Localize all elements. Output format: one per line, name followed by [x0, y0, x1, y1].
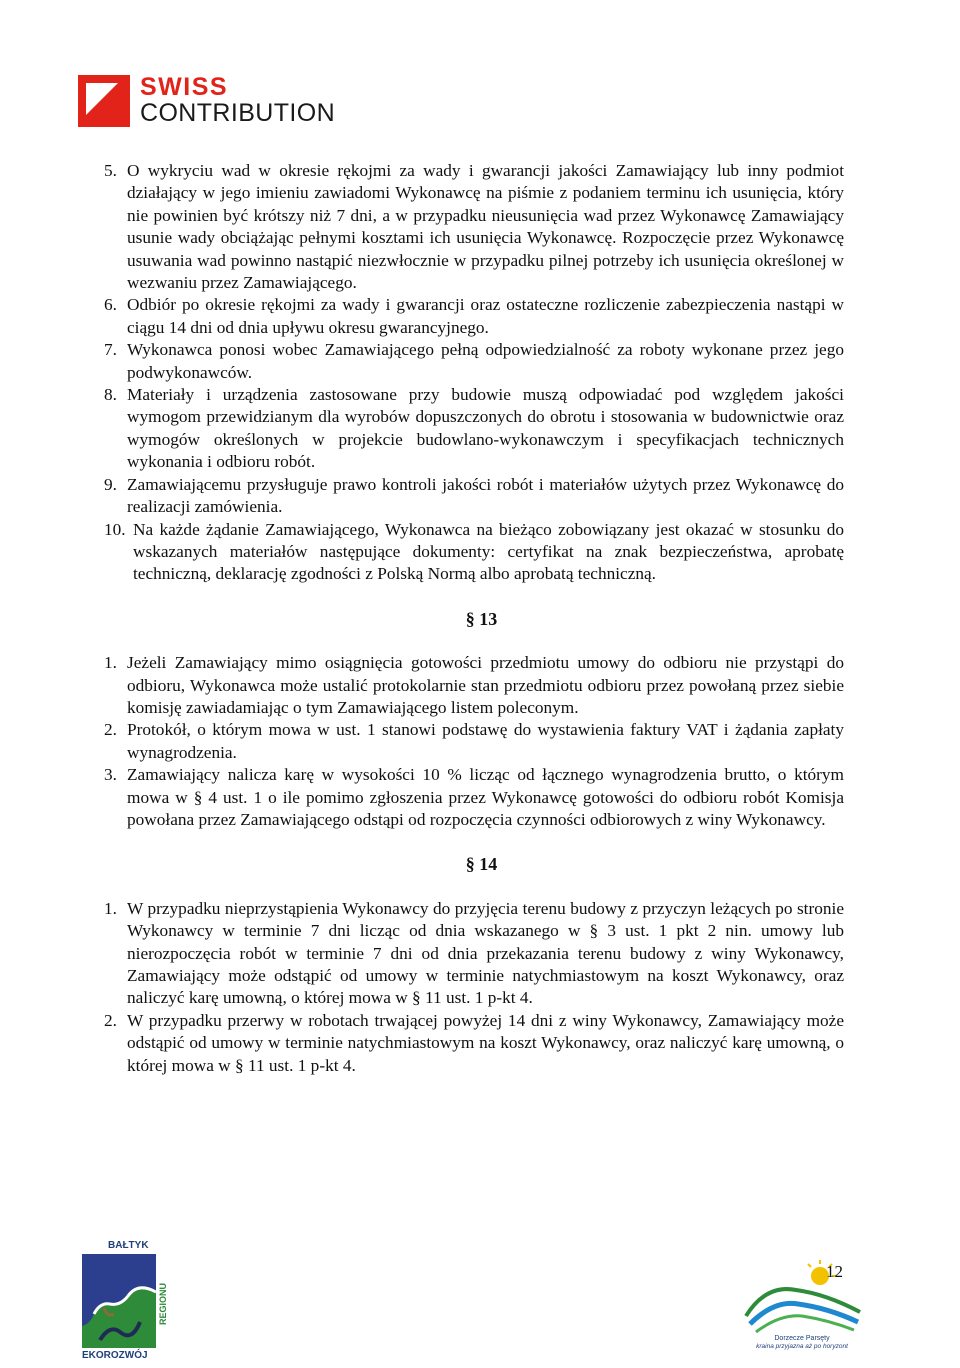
item-text: Odbiór po okresie rękojmi za wady i gwarancji oraz ostateczne rozliczenie zabezpieczenia nastąpi w ciągu 14 dni od dnia upływu okresu gwarancyjnego. [127, 295, 844, 337]
section-14-heading: § 14 [465, 854, 498, 875]
right-logo-line-1: Dorzecze Parsęty [774, 1335, 830, 1342]
item-text: Zamawiający nalicza karę w wysokości 10 % licząc od łącznego wynagrodzenia brutto, o którym mowa w § 4 ust. 1 o ile pomimo zgłoszenia przez Wykonawcę gotowości do odbioru robót Komisja powołana przez Zamawiającego odstąpi od rozpoczęcia czynności odbiorowych z winy Wykonawcy. [127, 765, 844, 829]
items-continued [104, 160, 844, 586]
item-text: W przypadku przerwy w robotach trwającej powyżej 14 dni z winy Wykonawcy, Zamawiający może odstąpić od umowy w terminie natychmiastowym na koszt Wykonawcy, oraz naliczyć karę umowną, o której mowa w § 11 ust. 1 p-kt 4. [127, 1010, 844, 1075]
item-text: Protokół, o którym mowa w ust. 1 stanowi podstawę do wystawienia faktury VAT i żądania zapłaty wynagrodzenia. [127, 720, 844, 762]
list-item [104, 652, 844, 719]
item-text: Jeżeli Zamawiający mimo osiągnięcia gotowości przedmiotu umowy do odbioru nie przystąpi do odbioru, Wykonawca może ustalić protokolarnie stan przedmiotu odbioru przez powołaną przez siebie komisję zawiadamiając o tym Zamawiającego listem poleconym. [127, 653, 844, 717]
item-number: 8. [104, 385, 117, 405]
item-number: 6. [104, 295, 117, 315]
swiss-logo-mark-icon [78, 75, 130, 127]
section-14-list [104, 898, 844, 1077]
parseta-basin-icon [736, 1254, 868, 1352]
page-number: 12 [826, 1262, 843, 1281]
list-item [104, 384, 844, 474]
item-text: O wykryciu wad w okresie rękojmi za wady i gwarancji jakości Zamawiający lub inny podmiot działający w jego imieniu zawiadomi Wykonawcę na piśmie z podaniem terminu ich usunięcia, który nie powinien być krótszy niż 7 dni, a w przypadku nieusunięcia wad przez Wykonawcę Zamawiający usunie wady obciążając pełnymi kosztami ich usunięcia Wykonawcę. Rozpoczęcie przez Wykonawcę usuwania wad powinno nastąpić niezwłocznie w przypadku pilnej potrzeby ich usunięcia określonej w wezwaniu przez Zamawiającego. [127, 161, 844, 293]
item-text: Zamawiającemu przysługuje prawo kontroli jakości robót i materiałów użytych przez Wykonawcę do realizacji zamówienia. [127, 474, 844, 517]
section-13-heading: § 13 [465, 608, 498, 629]
list-item [104, 898, 844, 1010]
baltyk-ekorozwoj-logo [80, 1240, 174, 1362]
item-number: 10. [104, 519, 126, 539]
item-text: W przypadku nieprzystąpienia Wykonawcy do przyjęcia terenu budowy z przyczyn leżących po stronie Wykonawcy w terminie 7 dni licząc od dnia wskazanego w § 3 ust. 1 pkt 2 nin. umowy lub nierozpoczęcia robót w terminie 7 dni od dnia przekazania terenu budowy z winy Wykonawcy, Zamawiający może odstąpić od umowy w terminie natychmiastowym na koszt Wykonawcy, oraz naliczyć karę umowną, o której mowa w § 11 ust. 1 p-kt 4. [127, 898, 844, 1008]
logo-line-2: CONTRIBUTION [140, 99, 336, 127]
logo-line-1: SWISS [140, 73, 229, 101]
list-item [104, 1010, 844, 1077]
list-item [104, 160, 844, 294]
logo-bottom-label: EKOROZWÓJ [82, 1350, 148, 1361]
item-text: Materiały i urządzenia zastosowane przy budowie muszą odpowiadać pod względem jakości wymogom przewidzianym dla wyrobów dopuszczonych do obrotu i stosowania w budownictwie oraz wymogów określonych w projekcie budowlano-wykonawczym i specyfikacjach technicznych wykonania i odbioru robót. [127, 385, 844, 472]
section-13-list [104, 652, 844, 831]
item-text: Na każde żądanie Zamawiającego, Wykonawca na bieżąco zobowiązany jest okazać w stosunku do wskazanych materiałów następujące dokumenty: certyfikat na znak bezpieczeństwa, aprobatę techniczną, deklarację zgodności z Polską Normą albo aprobatą techniczną. [133, 519, 844, 584]
document-body [104, 160, 844, 1077]
item-number: 1. [104, 653, 117, 673]
item-number: 7. [104, 340, 117, 360]
dorzecze-parsety-logo [736, 1254, 868, 1352]
list-item [104, 294, 844, 339]
list-item [104, 519, 844, 586]
list-item [104, 474, 844, 519]
logo-side-label: REGIONU [158, 1283, 168, 1326]
right-logo-line-2: kraina przyjazna aż po horyzont [756, 1343, 848, 1350]
list-item [104, 339, 844, 384]
item-number: 9. [104, 474, 117, 494]
item-number: 5. [104, 161, 117, 180]
list-item [104, 764, 844, 831]
item-number: 2. [104, 720, 117, 740]
logo-top-label: BAŁTYK [108, 1240, 149, 1251]
coastline-icon [80, 1252, 158, 1350]
item-number: 3. [104, 765, 117, 785]
item-number: 1. [104, 898, 117, 918]
item-number: 2. [104, 1010, 117, 1030]
item-text: Wykonawca ponosi wobec Zamawiającego pełną odpowiedzialność za roboty wykonane przez jego podwykonawców. [127, 340, 844, 382]
list-item [104, 719, 844, 764]
